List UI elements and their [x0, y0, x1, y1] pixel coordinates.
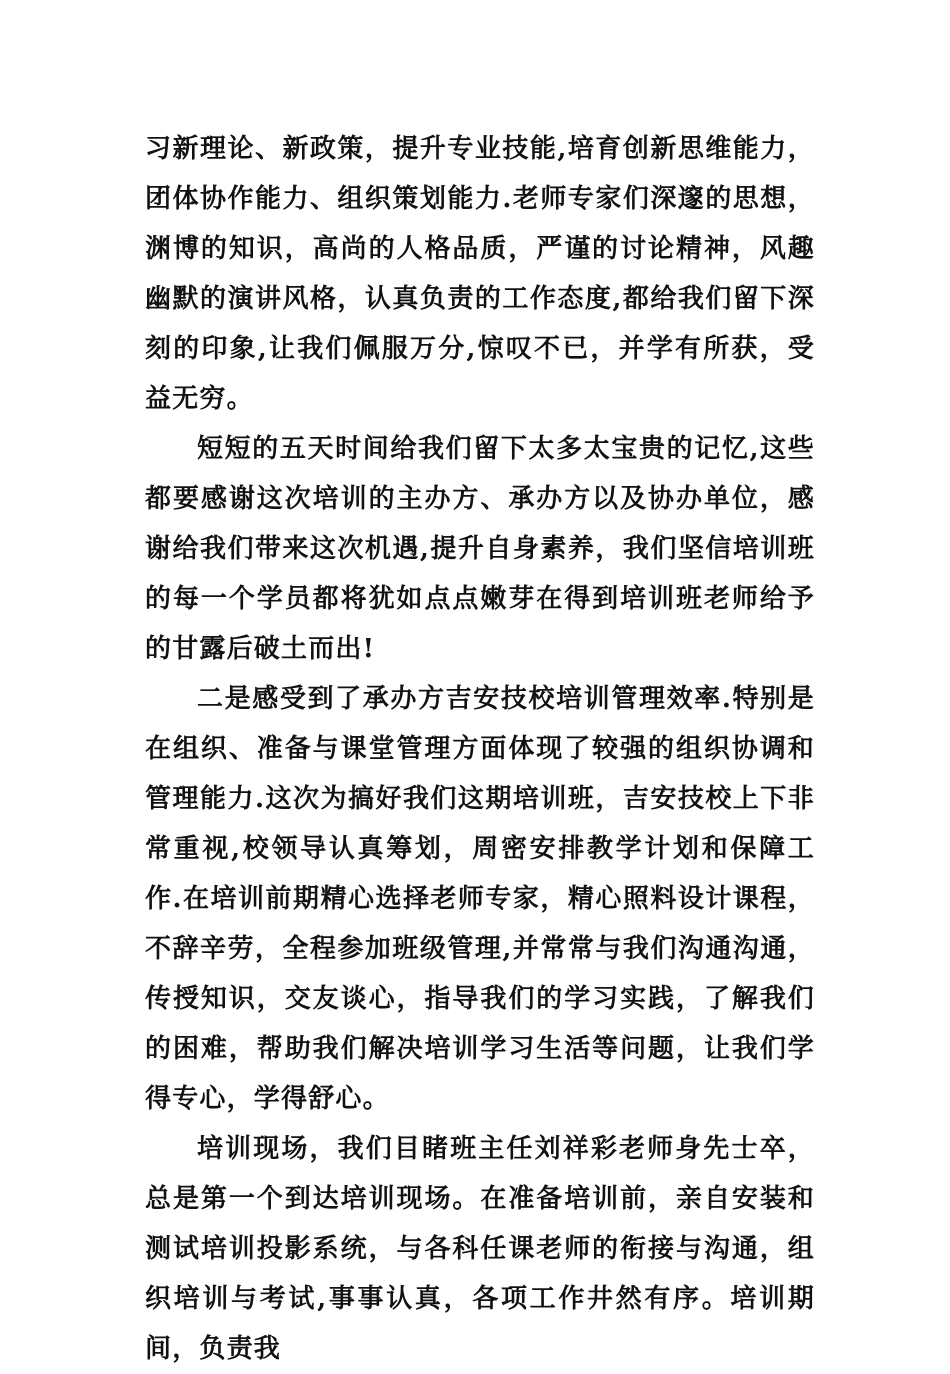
document-body — [145, 124, 815, 1374]
paragraph-4: 培训现场，我们目睹班主任刘祥彩老师身先士卒，总是第一个到达培训现场。在准备培训前，亲自安装和测试培训投影系统，与各科任课老师的衔接与沟通，组织培训与考试,事事认真，各项工作井然有序。培训期间，负责我 — [145, 1134, 815, 1364]
paragraph-1: 习新理论、新政策，提升专业技能,培育创新思维能力，团体协作能力、组织策划能力.老师专家们深邃的思想，渊博的知识，高尚的人格品质，严谨的讨论精神，风趣幽默的演讲风格，认真负责的工作态度,都给我们留下深刻的印象,让我们佩服万分,惊叹不已，并学有所获，受益无穷。 — [145, 134, 815, 414]
paragraph-2: 短短的五天时间给我们留下太多太宝贵的记忆,这些都要感谢这次培训的主办方、承办方以及协办单位，感谢给我们带来这次机遇,提升自身素养，我们坚信培训班的每一个学员都将犹如点点嫩芽在得到培训班老师给予的甘露后破土而出! — [145, 434, 815, 664]
paragraph-3: 二是感受到了承办方吉安技校培训管理效率.特别是在组织、准备与课堂管理方面体现了较强的组织协调和管理能力.这次为搞好我们这期培训班，吉安技校上下非常重视,校领导认真筹划，周密安排教学计划和保障工作.在培训前期精心选择老师专家，精心照料设计课程，不辞辛劳，全程参加班级管理,并常常与我们沟通沟通，传授知识，交友谈心，指导我们的学习实践，了解我们的困难，帮助我们解决培训学习生活等问题，让我们学得专心，学得舒心。 — [145, 684, 815, 1114]
